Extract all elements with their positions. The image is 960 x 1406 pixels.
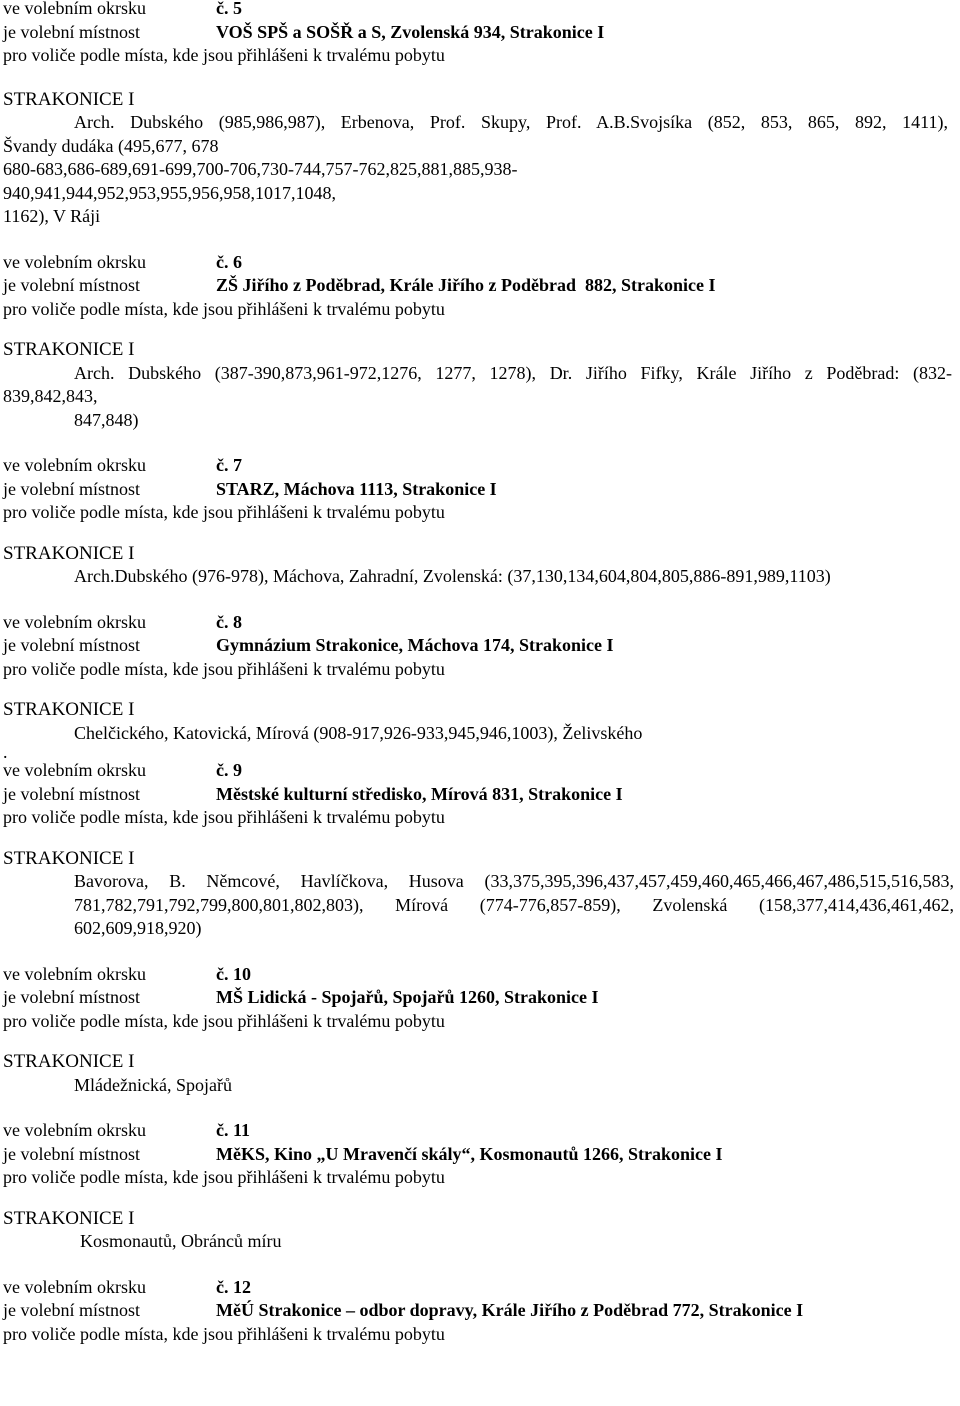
street-line: 1162), V Ráji — [3, 206, 101, 226]
district-section-12 — [3, 1276, 958, 1347]
voters-note: pro voliče podle místa, kde jsou přihlášeni k trvalému pobytu — [3, 658, 445, 679]
town-heading: STRAKONICE I — [3, 1051, 135, 1072]
district-line — [3, 1119, 958, 1143]
street-line: . — [3, 742, 8, 762]
district-label: ve volebním okrsku — [3, 963, 146, 984]
town-heading: STRAKONICE I — [3, 542, 135, 564]
polling-room-line — [3, 1143, 958, 1167]
polling-room-address: Gymnázium Strakonice, Máchova 174, Strakonice I — [216, 635, 614, 655]
voters-note: pro voliče podle místa, kde jsou přihlášeni k trvalému pobytu — [3, 1010, 445, 1031]
polling-room-address: MěÚ Strakonice – odbor dopravy, Krále Jiřího z Poděbrad 772, Strakonice I — [216, 1300, 804, 1320]
district-line — [3, 759, 958, 783]
district-section-9 — [3, 759, 958, 941]
district-label: ve volebním okrsku — [3, 455, 146, 475]
voters-note: pro voliče podle místa, kde jsou přihlášeni k trvalému pobytu — [3, 298, 445, 319]
district-number: č. 5 — [216, 0, 242, 18]
polling-room-address: MěKS, Kino „U Mravenčí skály“, Kosmonautů 1266, Strakonice I — [216, 1143, 723, 1164]
district-label: ve volebním okrsku — [3, 1120, 146, 1140]
document-page — [3, 0, 958, 1346]
town-heading: STRAKONICE I — [3, 339, 135, 360]
district-number: č. 7 — [216, 455, 242, 475]
polling-room-address: ZŠ Jiřího z Poděbrad, Krále Jiřího z Poděbrad 882, Strakonice I — [216, 275, 716, 295]
street-line: 680-683,686-689,691-699,700-706,730-744,757-762,825,881,885,938- — [3, 159, 518, 179]
polling-room-line — [3, 478, 958, 502]
street-line: Bavorova, B. Němcové, Havlíčkova, Husova (33,375,395,396,437,457,459,460,465,466,467,486,515,516,583, — [74, 871, 954, 891]
polling-room-label: je volební místnost — [3, 478, 140, 499]
street-line: Arch.Dubského (976-978), Máchova, Zahradní, Zvolenská: (37,130,134,604,804,805,886-891,989,1103) — [74, 566, 831, 586]
district-line — [3, 454, 958, 478]
district-label: ve volebním okrsku — [3, 251, 146, 272]
polling-room-label: je volební místnost — [3, 1300, 140, 1320]
district-number: č. 6 — [216, 251, 242, 272]
street-line: Kosmonautů, Obránců míru — [80, 1231, 282, 1251]
district-line — [3, 0, 958, 21]
street-list — [3, 111, 958, 229]
district-number: č. 8 — [216, 611, 242, 632]
street-line: Arch. Dubského (387-390,873,961-972,1276, 1277, 1278), Dr. Jiřího Fifky, Krále Jiřího z Poděbrad: (832- — [74, 362, 952, 383]
street-line: 839,842,843, — [3, 386, 98, 406]
voters-note: pro voliče podle místa, kde jsou přihlášeni k trvalému pobytu — [3, 1167, 445, 1187]
polling-room-line — [3, 274, 958, 298]
town-heading: STRAKONICE I — [3, 847, 135, 869]
district-section-8 — [3, 611, 958, 760]
polling-room-address: Městské kulturní středisko, Mírová 831, Strakonice I — [216, 783, 623, 804]
street-line: Švandy dudáka (495,677, 678 — [3, 135, 219, 156]
street-line: 940,941,944,952,953,955,956,958,1017,1048, — [3, 182, 336, 203]
district-label: ve volebním okrsku — [3, 611, 146, 632]
district-line — [3, 251, 958, 275]
district-line — [3, 1276, 958, 1300]
street-line: Chelčického, Katovická, Mírová (908-917,926-933,945,946,1003), Želivského — [74, 722, 643, 743]
voters-note: pro voliče podle místa, kde jsou přihlášeni k trvalému pobytu — [3, 807, 445, 827]
district-line — [3, 611, 958, 635]
polling-room-label: je volební místnost — [3, 1143, 140, 1164]
voters-note: pro voliče podle místa, kde jsou přihlášeni k trvalému pobytu — [3, 1323, 445, 1344]
district-number: č. 9 — [216, 760, 242, 780]
district-line — [3, 963, 958, 987]
polling-room-address: STARZ, Máchova 1113, Strakonice I — [216, 478, 497, 499]
polling-room-label: je volební místnost — [3, 987, 140, 1007]
street-line: 781,782,791,792,799,800,801,802,803), Mírová (774-776,857-859), Zvolenská (158,377,414,436,461,462, — [74, 894, 954, 915]
town-heading: STRAKONICE I — [3, 1207, 135, 1229]
district-section-5 — [3, 0, 958, 229]
polling-room-line — [3, 1299, 958, 1323]
district-label: ve volebním okrsku — [3, 0, 146, 18]
district-section-10 — [3, 963, 958, 1098]
polling-room-label: je volební místnost — [3, 21, 140, 42]
town-heading: STRAKONICE I — [3, 699, 135, 720]
street-line: 602,609,918,920) — [74, 918, 202, 938]
voters-note: pro voliče podle místa, kde jsou přihlášeni k trvalému pobytu — [3, 502, 445, 522]
district-section-7 — [3, 454, 958, 589]
town-heading: STRAKONICE I — [3, 88, 135, 110]
district-label: ve volebním okrsku — [3, 1276, 146, 1297]
polling-room-line — [3, 21, 958, 45]
polling-room-label: je volební místnost — [3, 783, 140, 804]
voters-note: pro voliče podle místa, kde jsou přihlášeni k trvalému pobytu — [3, 45, 445, 65]
district-section-11 — [3, 1119, 958, 1254]
polling-room-line — [3, 634, 958, 658]
polling-room-address: MŠ Lidická - Spojařů, Spojařů 1260, Strakonice I — [216, 987, 599, 1007]
district-number: č. 11 — [216, 1120, 250, 1140]
polling-room-label: je volební místnost — [3, 635, 140, 655]
district-label: ve volebním okrsku — [3, 760, 146, 780]
street-line: 847,848) — [74, 409, 139, 430]
polling-room-label: je volební místnost — [3, 275, 140, 295]
street-line: Mládežnická, Spojařů — [74, 1074, 232, 1095]
polling-room-line — [3, 986, 958, 1010]
polling-room-line — [3, 783, 958, 807]
district-number: č. 10 — [216, 963, 251, 984]
district-section-6 — [3, 251, 958, 433]
street-line: Arch. Dubského (985,986,987), Erbenova, Prof. Skupy, Prof. A.B.Svojsíka (852, 853, 865, 892, 1411), — [74, 112, 948, 132]
polling-room-address: VOŠ SPŠ a SOŠŘ a S, Zvolenská 934, Strakonice I — [216, 21, 605, 42]
district-number: č. 12 — [216, 1276, 251, 1297]
